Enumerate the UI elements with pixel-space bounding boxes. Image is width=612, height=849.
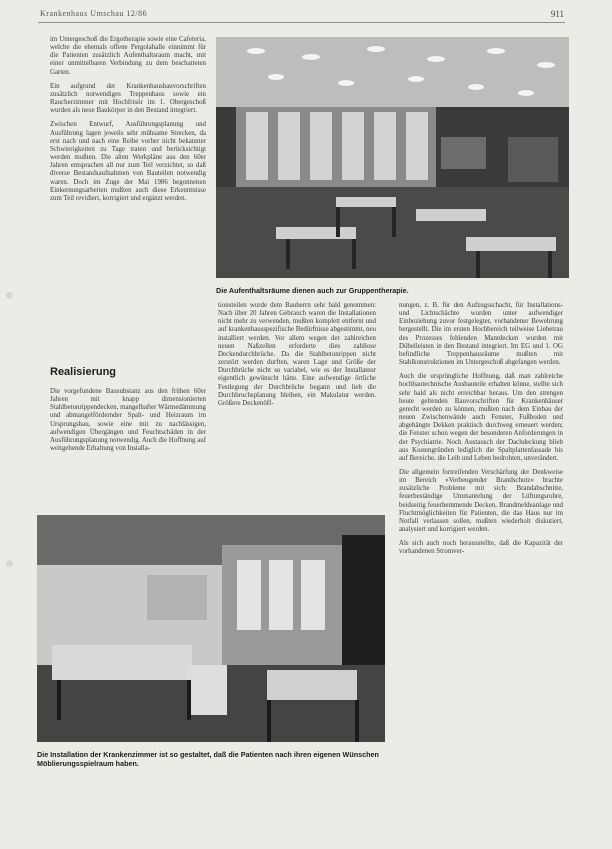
- paragraph: nungen, z. B. für den Aufzugsschacht, für Installations- und Lichtschächte wurden unter aufwendiger Einbeziehung zuvor festgelegter, vorhandener Bewehrung hergestellt. Die im ersten Hochbereich teilweise Liebetrau des Prozesses fehlenden Mantdecken wurden mit Dübelleisten in den Bestand integriert. Im EG und 1. OG befindliche Treppenhausräume mußten mit Stahlkonstruktionen im Untergeschoß abgefangen werden.: [399, 302, 563, 367]
- punch-hole: [6, 560, 13, 567]
- page-number: 911: [550, 9, 564, 19]
- journal-title: Krankenhaus Umschau 12/86: [40, 9, 148, 18]
- column-1-text: [50, 36, 206, 209]
- section-heading: Realisierung: [50, 366, 117, 378]
- caption-bottom: Die Installation der Krankenzimmer ist so gestaltet, daß die Patienten nach ihren eigenen Wünschen Möblierungsspielraum haben.: [37, 750, 379, 768]
- paragraph: im Untergeschoß die Ergotherapie sowie eine Cafeteria, welche die ehemals offene Pergolahalle einnimmt für die Patienten zusätzlich Aufenthaltsraum macht, mit einer unmittelbaren Verbindung zu dem beschatteten Garten.: [50, 36, 206, 76]
- paragraph: Ein aufgrund der Krankenhausbauvorschriften zusätzlich notwendiges Treppenhaus sowie ein Raucherzimmer mit Hochfrisör im 1. Obergeschoß wurden als neue Baukörper in den Bestand integriert.: [50, 82, 206, 115]
- caption-top: Die Aufenthaltsräume dienen auch zur Gruppentherapie.: [216, 286, 409, 295]
- photo-lounge: [216, 37, 569, 278]
- paragraph: Die vorgefundene Bausubstanz aus den frühen 60er Jahren mit knapp dimensionierten Stahlbetonrippendecken, mangelhafter Wärmedämmung und abmangelfördernder Spalt- und Heizraum im Ursprungsbau, sowie eine mit zu nachlässigen, aufwendigen Übergängen und Feuchtschäden in der Ausführungsplanung notwendig. Auch die Hoffnung auf weitgehende Erhaltung von Installa-: [50, 388, 206, 453]
- paragraph: Zwischen Entwurf, Ausführungsplanung und Ausführung lagen jeweils sehr mühsame Strecken, da erst nach und nach eine Reihe vorher nicht bekannter Schwierigkeiten zu Tage traten und berücksichtigt werden mußten. Die alten Werkpläne aus den 60er Jahren entsprachen all nur zum Teil verzichtet, so daß diverse Bestandsaufnahmen von Bauteilen notwendig waren. Doch im Zuge der Mai 1986 begonnenen Einkernungsarbeiten mußten auch diese Erkenntnisse zum Teil revidiert, korrigiert und ergänzt werden.: [50, 121, 206, 202]
- paragraph: Auch die ursprüngliche Hoffnung, daß man zahlreiche hochbautechnische Ausbauteile erhalten könne, stellte sich sehr bald als nicht erreichbar heraus. Um den strengen heute geltenden Bauvorschriften für Krankenhäuser gerecht werden zu können, mußten nach dem Einbau der neuen Zwischenwände auch Fenster, Fußboden und abgehängte Dekken praktisch durchweg erneuert werden; die Fenster schon wegen der besonderen Anforderungen in der Psychiatrie. Noch Austausch der Dachdeckung blieb aus Kostengründen lediglich die Spaltplattenfassade bis auf Bereiche, die Leib und Leben bedrohten, unverändert.: [399, 373, 563, 462]
- punch-hole: [6, 292, 13, 299]
- paragraph: Als sich auch noch herausstellte, daß die Kapazität der vorhandenen Stromver-: [399, 540, 563, 556]
- column-1-text-lower: [50, 388, 206, 459]
- column-2-text: [218, 302, 376, 414]
- column-3-text: [399, 302, 563, 563]
- paragraph: tionsteilen wurde dem Bauherrn sehr bald genommen: Nach über 20 Jahren Gebrauch waren die Installationen nicht mehr zu verwenden, mußten komplett entfernt und auf krankenhausspezifische Bedürfnisse abgestimmt, neu installiert werden. Vor allem wegen der zahlreichen neuen Naßzellen erforderte dies zahllose Deckendurchbrüche. Da die Stahlbetonrippen nicht zerstört werden durften, waren Lage und Größe der Durchbrüche nicht so variabel, wie es der Installateur eigentlich gewünscht hätte. Eine aufwendige örtliche Festlegung der Durchbrüche begann und lieb die Durchbruchsplanung bleiben, ein Makulatur werden. Größere Deckenöff-: [218, 302, 376, 407]
- photo-patient-room: [37, 515, 385, 742]
- header-rule: [38, 22, 565, 23]
- paragraph: Die allgemein fortreifenden Verschärfung der Denkweise im Bereich »Vorbeugender Brandschutz« brachte zusätzliche Probleme mit sich: Brandabschnitte, feuerbeständige Ummantelung der Lüftungsrohre, beidseitig feuerhemmende Decken, Brandmeldeanlage und Fluchtmöglichkeiten für Patienten, die das Haus nur im Notfall verlassen sollen, mußten wiederholt diskutiert, analysiert und korrigiert werden.: [399, 468, 563, 534]
